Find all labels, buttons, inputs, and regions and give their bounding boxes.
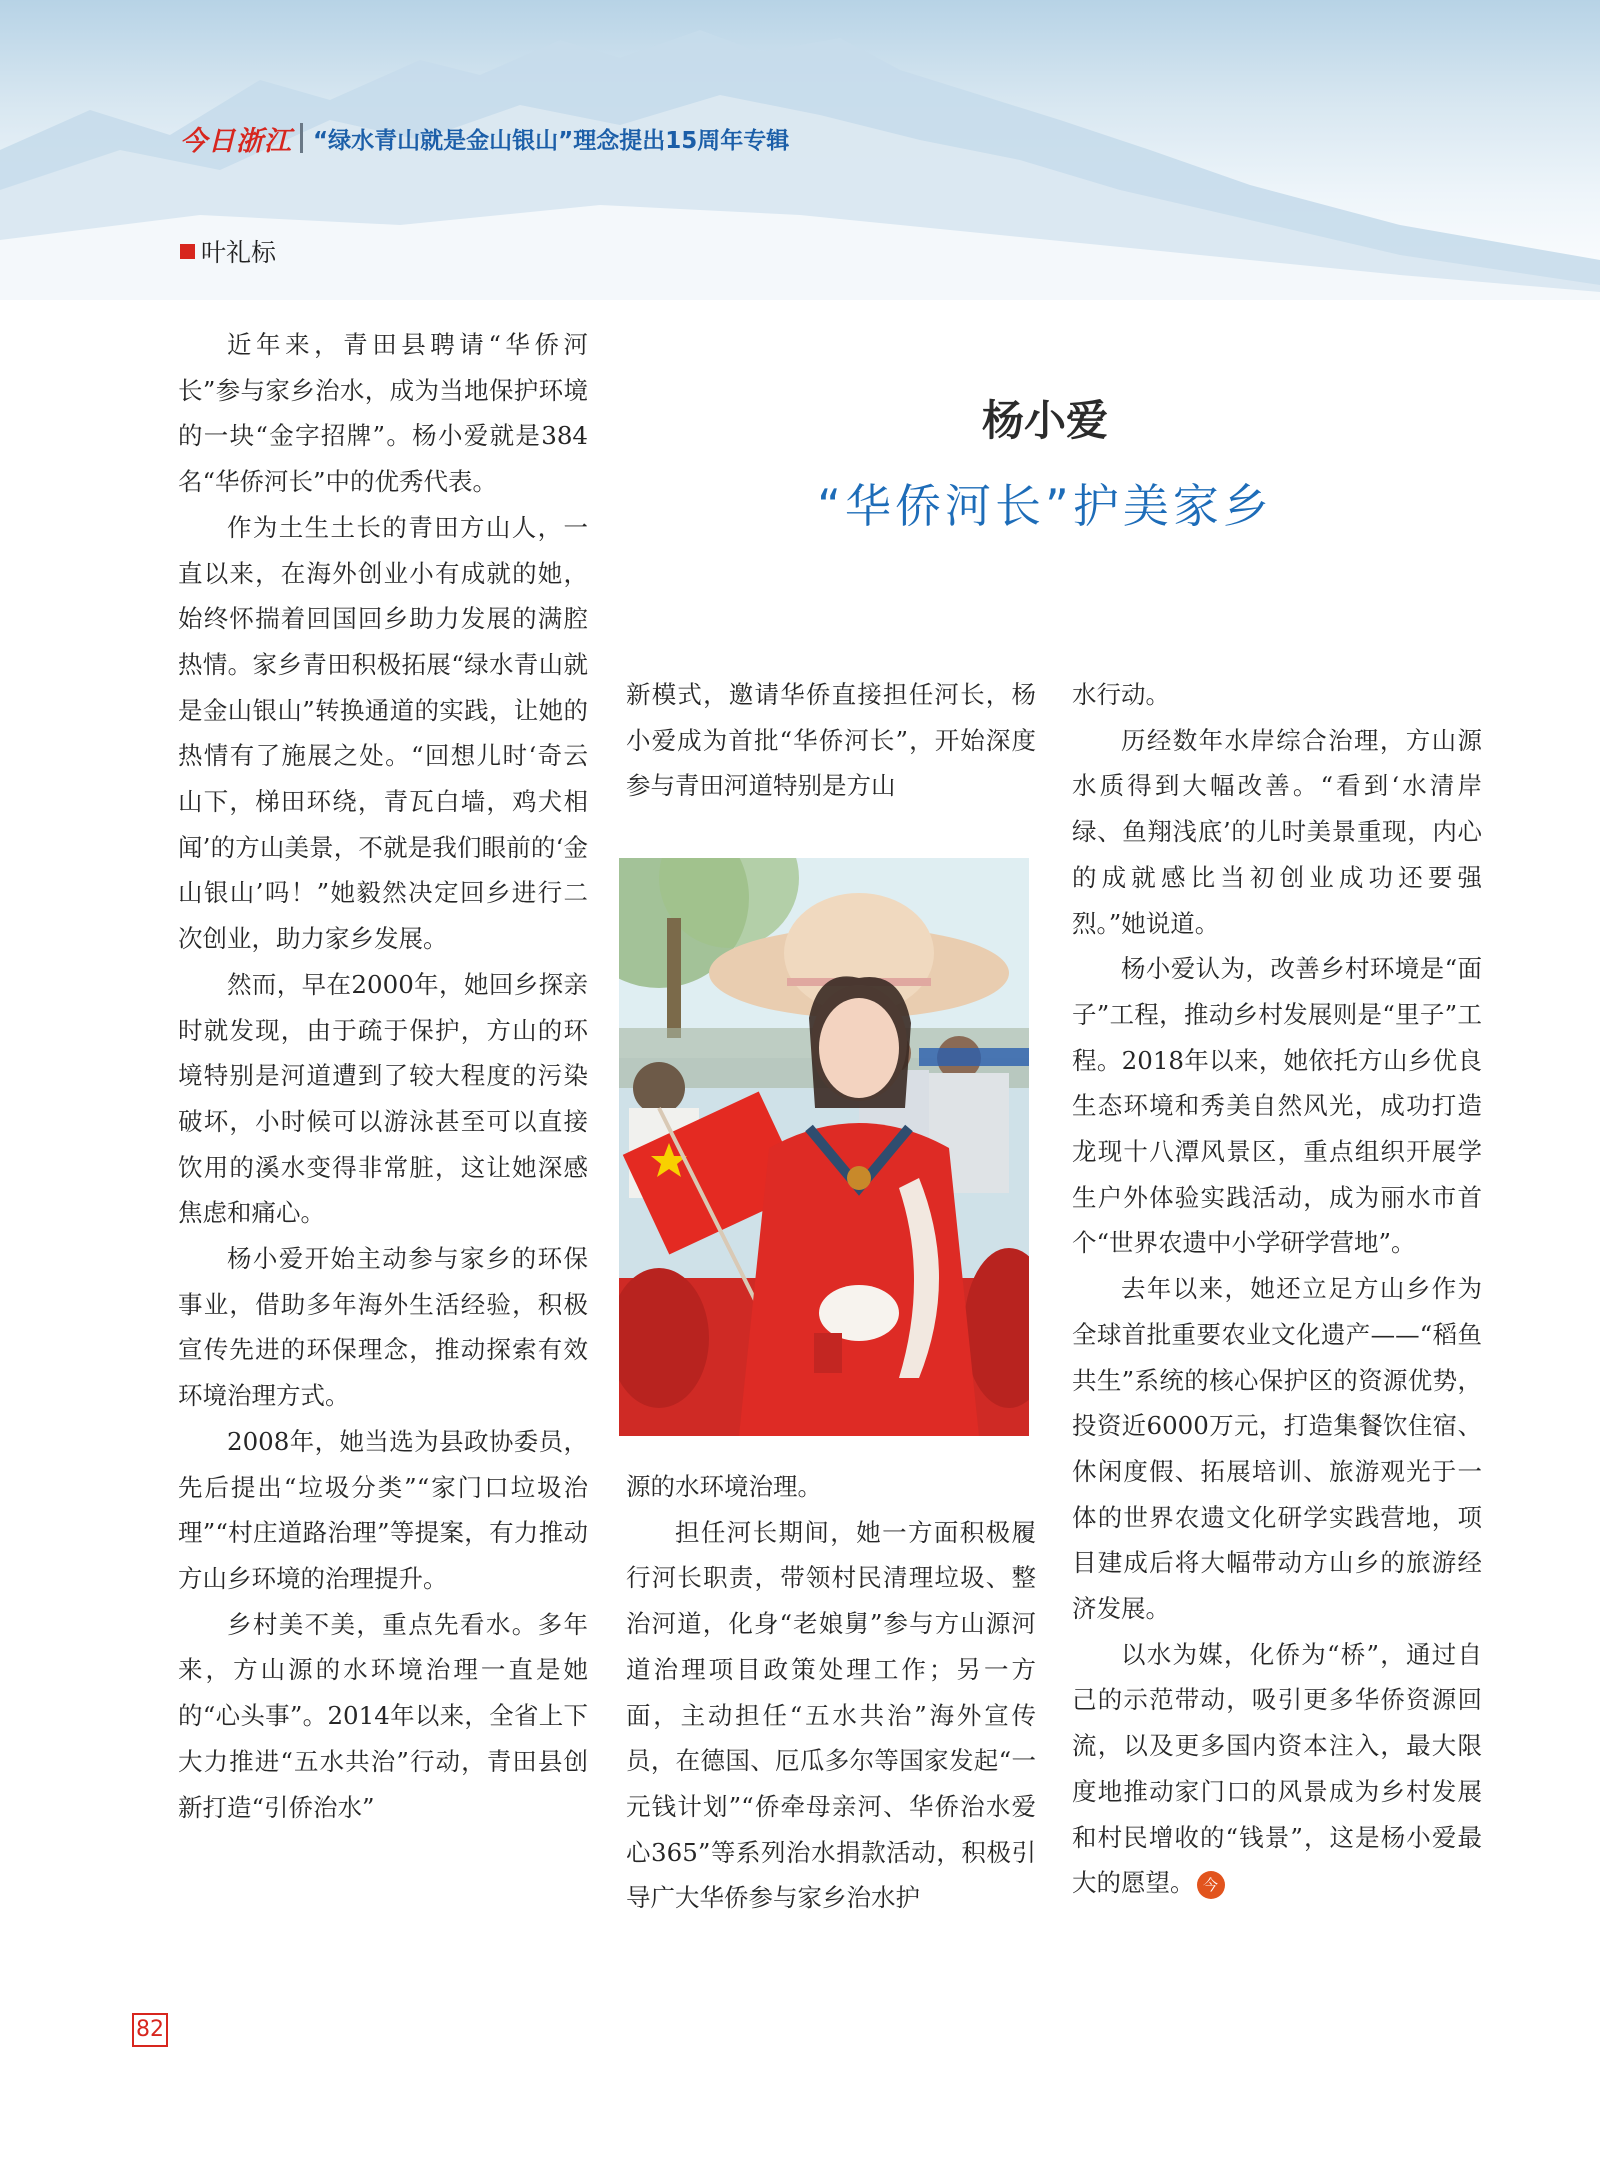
author-name: 叶礼标 bbox=[201, 238, 277, 267]
closing-sentence: 以水为媒，化侨为“桥”，通过自己的示范带动，吸引更多华侨资源回流，以及更多国内资本注入，最大限度地推动家门口的风景成为乡村发展和村民增收的“钱景”，这是杨小爱最大的愿望。 bbox=[1072, 1639, 1482, 1898]
paragraph: 历经数年水岸综合治理，方山源水质得到大幅改善。“看到‘水清岸绿、鱼翔浅底’的儿时美景重现，内心的成就感比当初创业成功还要强烈。”她说道。 bbox=[1072, 725, 1482, 938]
red-square-icon bbox=[180, 244, 195, 259]
series-title: “绿水青山就是金山银山”理念提出15周年专辑 bbox=[313, 127, 790, 154]
paragraph: 水行动。 bbox=[1072, 680, 1170, 709]
article-photo bbox=[619, 858, 1029, 1436]
paragraph: 担任河长期间，她一方面积极履行河长职责，带领村民清理垃圾、整治河道，化身“老娘舅”参与方山源河道治理项目政策处理工作；另一方面，主动担任“五水共治”海外宣传员，在德国、厄瓜多尔等国家发起“一元钱计划”“侨牵母亲河、华侨治水爱心365”等系列治水捐款活动，积极引导广大华侨参与家乡治水护 bbox=[626, 1517, 1036, 1913]
text-column-3 bbox=[1072, 672, 1482, 1906]
paragraph: 新模式，邀请华侨直接担任河长，杨小爱成为首批“华侨河长”，开始深度参与青田河道特别是方山 bbox=[626, 680, 1036, 801]
paragraph: 去年以来，她还立足方山乡作为全球首批重要农业文化遗产——“稻鱼共生”系统的核心保护区的资源优势，投资近6000万元，打造集餐饮住宿、休闲度假、拓展培训、旅游观光于一体的世界农遗文化研学实践营地，项目建成后将大幅带动方山乡的旅游经济发展。 bbox=[1072, 1274, 1482, 1624]
end-mark-icon: 今 bbox=[1197, 1871, 1225, 1899]
header-divider bbox=[300, 123, 303, 153]
running-header bbox=[180, 118, 789, 158]
page-number: 82 bbox=[132, 2013, 168, 2047]
paragraph: 作为土生土长的青田方山人，一直以来，在海外创业小有成就的她，始终怀揣着回国回乡助力发展的满腔热情。家乡青田积极拓展“绿水青山就是金山银山”转换通道的实践，让她的热情有了施展之处。“回想儿时‘奇云山下，梯田环绕，青瓦白墙，鸡犬相闻’的方山美景，不就是我们眼前的‘金山银山’吗！”她毅然决定回乡进行二次创业，助力家乡发展。 bbox=[178, 512, 588, 954]
article-title: 杨小爱 bbox=[981, 396, 1108, 445]
paragraph: 然而，早在2000年，她回乡探亲时就发现，由于疏于保护，方山的环境特别是河道遭到了较大程度的污染破坏，小时候可以游泳甚至可以直接饮用的溪水变得非常脏，这让她深感焦虑和痛心。 bbox=[178, 969, 588, 1228]
magazine-logo: 今日浙江 bbox=[180, 125, 292, 157]
text-column-2-bottom bbox=[626, 1464, 1036, 1921]
text-column-1 bbox=[178, 322, 588, 1830]
paragraph: 源的水环境治理。 bbox=[626, 1472, 822, 1501]
author-byline bbox=[180, 234, 276, 268]
article-subtitle: “华侨河长”护美家乡 bbox=[817, 479, 1273, 533]
paragraph: 杨小爱认为，改善乡村环境是“面子”工程，推动乡村发展则是“里子”工程。2018年以来，她依托方山乡优良生态环境和秀美自然风光，成功打造龙现十八潭风景区，重点组织开展学生户外体验实践活动，成为丽水市首个“世界农遗中小学研学营地”。 bbox=[1072, 954, 1482, 1258]
text-column-2-top bbox=[626, 672, 1036, 809]
paragraph: 杨小爱开始主动参与家乡的环保事业，借助多年海外生活经验，积极宣传先进的环保理念，推动探索有效环境治理方式。 bbox=[178, 1244, 588, 1411]
paragraph: 乡村美不美，重点先看水。多年来，方山源的水环境治理一直是她的“心头事”。2014年以来，全省上下大力推进“五水共治”行动，青田县创新打造“引侨治水” bbox=[178, 1609, 588, 1822]
paragraph: 近年来，青田县聘请“华侨河长”参与家乡治水，成为当地保护环境的一块“金字招牌”。杨小爱就是384名“华侨河长”中的优秀代表。 bbox=[178, 330, 588, 497]
paragraph: 2008年，她当选为县政协委员，先后提出“垃圾分类”“家门口垃圾治理”“村庄道路治理”等提案，有力推动方山乡环境的治理提升。 bbox=[178, 1426, 588, 1593]
paragraph bbox=[1072, 1632, 1482, 1906]
